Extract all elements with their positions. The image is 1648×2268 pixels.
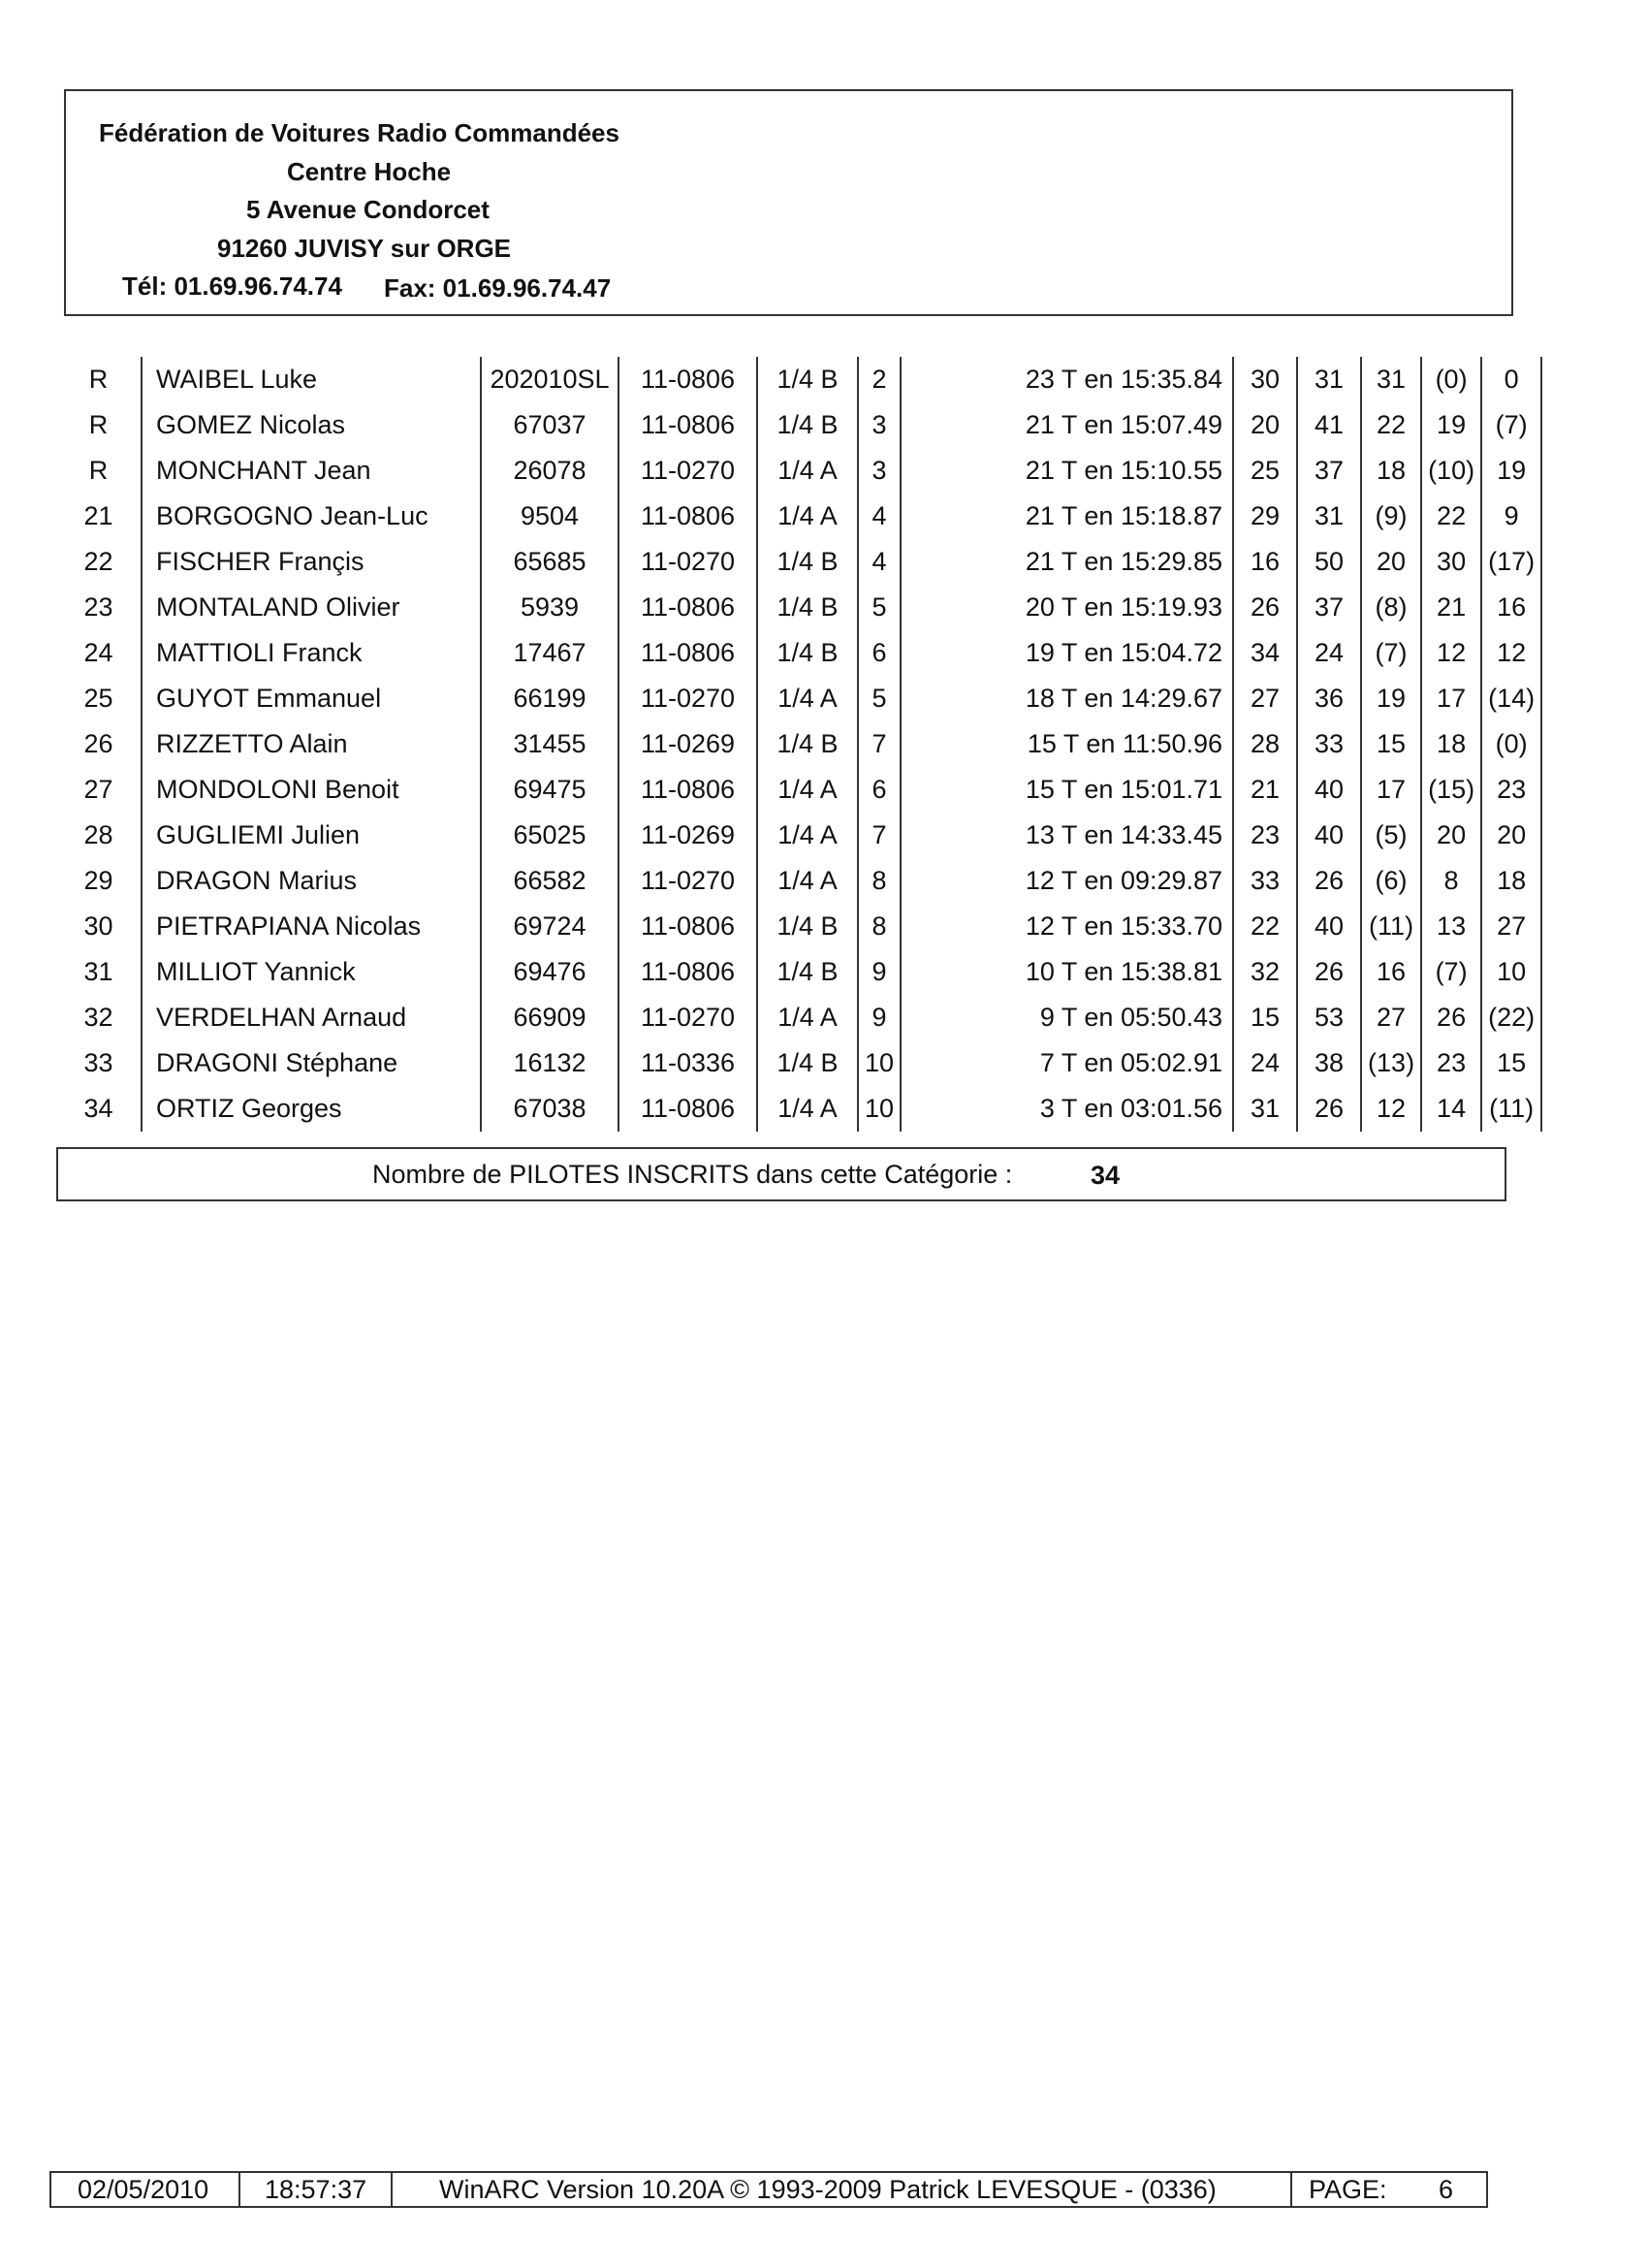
round-2-cell: 37 xyxy=(1297,448,1361,494)
pilot-name-cell: GUYOT Emmanuel xyxy=(142,676,481,721)
round-1-cell: 30 xyxy=(1233,357,1297,402)
license-cell: 16132 xyxy=(481,1040,618,1086)
pilot-name-cell: MONCHANT Jean xyxy=(142,448,481,494)
pilot-count-label: Nombre de PILOTES INSCRITS dans cette Catégorie : xyxy=(372,1160,1013,1189)
rank-cell: R xyxy=(88,365,109,394)
table-row xyxy=(56,995,1541,1040)
round-2-cell: 24 xyxy=(1297,630,1361,676)
pilot-count-box xyxy=(56,1147,1506,1201)
round-5-cell: 10 xyxy=(1481,949,1541,995)
club-cell: 11-0806 xyxy=(618,494,757,539)
final-position-cell: 7 xyxy=(858,721,901,767)
table-row xyxy=(56,1040,1541,1086)
round-2-cell: 33 xyxy=(1297,721,1361,767)
round-4-cell: 14 xyxy=(1421,1086,1481,1132)
round-4-cell: (10) xyxy=(1421,448,1481,494)
round-1-cell: 33 xyxy=(1233,858,1297,904)
pilot-name-cell: GUGLIEMI Julien xyxy=(142,813,481,858)
round-3-cell: 17 xyxy=(1361,767,1421,813)
round-2-cell: 31 xyxy=(1297,357,1361,402)
rank-cell: 31 xyxy=(83,957,113,986)
final-position-cell: 10 xyxy=(858,1040,901,1086)
result-cell: 15 T en 11:50.96 xyxy=(901,721,1233,767)
round-3-cell: (11) xyxy=(1361,904,1421,949)
rank-cell: R xyxy=(88,410,109,439)
club-cell: 11-0806 xyxy=(618,630,757,676)
club-cell: 11-0806 xyxy=(618,1086,757,1132)
round-3-cell: (8) xyxy=(1361,585,1421,630)
table-row xyxy=(56,630,1541,676)
round-5-cell: (14) xyxy=(1481,676,1541,721)
federation-name: Fédération de Voitures Radio Commandées xyxy=(99,118,619,147)
result-cell: 20 T en 15:19.93 xyxy=(901,585,1233,630)
result-cell: 12 T en 09:29.87 xyxy=(901,858,1233,904)
club-cell: 11-0806 xyxy=(618,904,757,949)
rank-cell: 28 xyxy=(83,820,113,849)
final-position-cell: 7 xyxy=(858,813,901,858)
round-5-cell: (22) xyxy=(1481,995,1541,1040)
round-2-cell: 53 xyxy=(1297,995,1361,1040)
pilot-name-cell: RIZZETTO Alain xyxy=(142,721,481,767)
round-4-cell: 30 xyxy=(1421,539,1481,585)
pilot-name-cell: VERDELHAN Arnaud xyxy=(142,995,481,1040)
final-cell: 1/4 A xyxy=(757,494,858,539)
result-cell: 21 T en 15:29.85 xyxy=(901,539,1233,585)
result-cell: 13 T en 14:33.45 xyxy=(901,813,1233,858)
result-cell: 9 T en 05:50.43 xyxy=(901,995,1233,1040)
result-cell: 3 T en 03:01.56 xyxy=(901,1086,1233,1132)
final-position-cell: 6 xyxy=(858,630,901,676)
round-5-cell: 9 xyxy=(1481,494,1541,539)
rank-cell: 32 xyxy=(83,1003,113,1032)
round-5-cell: 16 xyxy=(1481,585,1541,630)
round-3-cell: 12 xyxy=(1361,1086,1421,1132)
license-cell: 31455 xyxy=(481,721,618,767)
license-cell: 9504 xyxy=(481,494,618,539)
pilot-name-cell: BORGOGNO Jean-Luc xyxy=(142,494,481,539)
round-2-cell: 40 xyxy=(1297,904,1361,949)
pilot-name-cell: MONDOLONI Benoit xyxy=(142,767,481,813)
pilot-count-value: 34 xyxy=(1091,1161,1121,1190)
license-cell: 5939 xyxy=(481,585,618,630)
federation-header xyxy=(64,89,1513,316)
license-cell: 69475 xyxy=(481,767,618,813)
round-3-cell: 15 xyxy=(1361,721,1421,767)
club-cell: 11-0270 xyxy=(618,858,757,904)
round-2-cell: 40 xyxy=(1297,767,1361,813)
round-3-cell: (6) xyxy=(1361,858,1421,904)
final-position-cell: 5 xyxy=(858,676,901,721)
round-2-cell: 50 xyxy=(1297,539,1361,585)
round-3-cell: (9) xyxy=(1361,494,1421,539)
final-position-cell: 2 xyxy=(858,357,901,402)
final-position-cell: 8 xyxy=(858,904,901,949)
pilot-name-cell: ORTIZ Georges xyxy=(142,1086,481,1132)
round-1-cell: 34 xyxy=(1233,630,1297,676)
club-cell: 11-0806 xyxy=(618,585,757,630)
final-cell: 1/4 B xyxy=(757,402,858,448)
license-cell: 202010SL xyxy=(481,357,618,402)
round-5-cell: 23 xyxy=(1481,767,1541,813)
round-5-cell: 15 xyxy=(1481,1040,1541,1086)
table-row xyxy=(56,813,1541,858)
round-4-cell: 20 xyxy=(1421,813,1481,858)
club-cell: 11-0806 xyxy=(618,402,757,448)
pilot-name-cell: GOMEZ Nicolas xyxy=(142,402,481,448)
round-1-cell: 20 xyxy=(1233,402,1297,448)
final-cell: 1/4 B xyxy=(757,949,858,995)
round-5-cell: (0) xyxy=(1481,721,1541,767)
license-cell: 66582 xyxy=(481,858,618,904)
round-3-cell: (5) xyxy=(1361,813,1421,858)
round-5-cell: 19 xyxy=(1481,448,1541,494)
round-2-cell: 36 xyxy=(1297,676,1361,721)
table-row xyxy=(56,721,1541,767)
round-5-cell: (7) xyxy=(1481,402,1541,448)
round-3-cell: 27 xyxy=(1361,995,1421,1040)
final-cell: 1/4 B xyxy=(757,1040,858,1086)
round-3-cell: (13) xyxy=(1361,1040,1421,1086)
street-address: 5 Avenue Condorcet xyxy=(246,195,490,224)
footer-divider xyxy=(391,2173,393,2206)
round-1-cell: 32 xyxy=(1233,949,1297,995)
table-row xyxy=(56,585,1541,630)
page-label: PAGE: xyxy=(1309,2175,1387,2204)
result-cell: 19 T en 15:04.72 xyxy=(901,630,1233,676)
pilot-name-cell: MONTALAND Olivier xyxy=(142,585,481,630)
results-table xyxy=(56,357,1542,1132)
round-1-cell: 29 xyxy=(1233,494,1297,539)
pilot-name-cell: FISCHER Françis xyxy=(142,539,481,585)
software-credit: WinARC Version 10.20A © 1993-2009 Patrick LEVESQUE - (0336) xyxy=(439,2175,1217,2204)
table-row xyxy=(56,402,1541,448)
table-row xyxy=(56,904,1541,949)
final-cell: 1/4 B xyxy=(757,904,858,949)
round-3-cell: 19 xyxy=(1361,676,1421,721)
final-cell: 1/4 A xyxy=(757,448,858,494)
round-2-cell: 26 xyxy=(1297,1086,1361,1132)
round-3-cell: 22 xyxy=(1361,402,1421,448)
final-cell: 1/4 A xyxy=(757,995,858,1040)
final-position-cell: 4 xyxy=(858,539,901,585)
pilot-name-cell: WAIBEL Luke xyxy=(142,357,481,402)
table-row xyxy=(56,494,1541,539)
round-4-cell: 13 xyxy=(1421,904,1481,949)
license-cell: 66909 xyxy=(481,995,618,1040)
final-cell: 1/4 B xyxy=(757,357,858,402)
club-cell: 11-0336 xyxy=(618,1040,757,1086)
club-cell: 11-0269 xyxy=(618,721,757,767)
final-cell: 1/4 B xyxy=(757,630,858,676)
result-cell: 10 T en 15:38.81 xyxy=(901,949,1233,995)
round-4-cell: 26 xyxy=(1421,995,1481,1040)
fax: Fax: 01.69.96.74.47 xyxy=(384,273,612,303)
club-cell: 11-0806 xyxy=(618,767,757,813)
rank-cell: 22 xyxy=(83,547,113,576)
round-2-cell: 38 xyxy=(1297,1040,1361,1086)
rank-cell: 30 xyxy=(83,911,113,941)
table-row xyxy=(56,676,1541,721)
round-5-cell: (11) xyxy=(1481,1086,1541,1132)
license-cell: 65685 xyxy=(481,539,618,585)
round-4-cell: 22 xyxy=(1421,494,1481,539)
round-4-cell: (15) xyxy=(1421,767,1481,813)
print-time: 18:57:37 xyxy=(265,2175,367,2204)
round-1-cell: 26 xyxy=(1233,585,1297,630)
rank-cell: 23 xyxy=(83,592,113,622)
round-4-cell: 19 xyxy=(1421,402,1481,448)
round-2-cell: 37 xyxy=(1297,585,1361,630)
round-1-cell: 22 xyxy=(1233,904,1297,949)
license-cell: 66199 xyxy=(481,676,618,721)
round-2-cell: 41 xyxy=(1297,402,1361,448)
final-cell: 1/4 B xyxy=(757,539,858,585)
round-1-cell: 24 xyxy=(1233,1040,1297,1086)
round-4-cell: 18 xyxy=(1421,721,1481,767)
round-4-cell: (0) xyxy=(1421,357,1481,402)
telephone: Tél: 01.69.96.74.74 xyxy=(122,272,342,301)
result-cell: 7 T en 05:02.91 xyxy=(901,1040,1233,1086)
round-4-cell: 21 xyxy=(1421,585,1481,630)
round-1-cell: 25 xyxy=(1233,448,1297,494)
result-cell: 23 T en 15:35.84 xyxy=(901,357,1233,402)
round-1-cell: 31 xyxy=(1233,1086,1297,1132)
club-cell: 11-0270 xyxy=(618,676,757,721)
club-cell: 11-0269 xyxy=(618,813,757,858)
final-position-cell: 3 xyxy=(858,448,901,494)
footer-divider xyxy=(238,2173,240,2206)
final-cell: 1/4 B xyxy=(757,585,858,630)
club-cell: 11-0270 xyxy=(618,995,757,1040)
rank-cell: 29 xyxy=(83,866,113,895)
table-row xyxy=(56,357,1541,402)
round-5-cell: 18 xyxy=(1481,858,1541,904)
table-row xyxy=(56,1086,1541,1132)
final-position-cell: 6 xyxy=(858,767,901,813)
club-cell: 11-0270 xyxy=(618,448,757,494)
rank-cell: 26 xyxy=(83,729,113,758)
final-cell: 1/4 B xyxy=(757,721,858,767)
round-2-cell: 26 xyxy=(1297,858,1361,904)
club-cell: 11-0806 xyxy=(618,949,757,995)
pilot-name-cell: DRAGONI Stéphane xyxy=(142,1040,481,1086)
round-1-cell: 16 xyxy=(1233,539,1297,585)
club-cell: 11-0270 xyxy=(618,539,757,585)
round-3-cell: 20 xyxy=(1361,539,1421,585)
final-position-cell: 10 xyxy=(858,1086,901,1132)
city-address: 91260 JUVISY sur ORGE xyxy=(217,234,512,263)
final-position-cell: 9 xyxy=(858,995,901,1040)
print-date: 02/05/2010 xyxy=(78,2175,209,2204)
result-cell: 18 T en 14:29.67 xyxy=(901,676,1233,721)
final-cell: 1/4 A xyxy=(757,813,858,858)
result-cell: 21 T en 15:07.49 xyxy=(901,402,1233,448)
round-3-cell: 31 xyxy=(1361,357,1421,402)
pilot-name-cell: MATTIOLI Franck xyxy=(142,630,481,676)
license-cell: 69724 xyxy=(481,904,618,949)
rank-cell: 34 xyxy=(83,1094,113,1123)
license-cell: 26078 xyxy=(481,448,618,494)
final-cell: 1/4 A xyxy=(757,1086,858,1132)
final-position-cell: 3 xyxy=(858,402,901,448)
table-row xyxy=(56,539,1541,585)
final-position-cell: 5 xyxy=(858,585,901,630)
pilot-name-cell: PIETRAPIANA Nicolas xyxy=(142,904,481,949)
license-cell: 69476 xyxy=(481,949,618,995)
round-2-cell: 31 xyxy=(1297,494,1361,539)
final-cell: 1/4 A xyxy=(757,858,858,904)
pilot-name-cell: DRAGON Marius xyxy=(142,858,481,904)
rank-cell: R xyxy=(88,456,109,485)
rank-cell: 21 xyxy=(83,501,113,530)
round-5-cell: 20 xyxy=(1481,813,1541,858)
rank-cell: 24 xyxy=(83,638,113,667)
license-cell: 65025 xyxy=(481,813,618,858)
center-name: Centre Hoche xyxy=(287,157,452,186)
round-5-cell: (17) xyxy=(1481,539,1541,585)
round-5-cell: 0 xyxy=(1481,357,1541,402)
club-cell: 11-0806 xyxy=(618,357,757,402)
round-5-cell: 12 xyxy=(1481,630,1541,676)
report-footer xyxy=(49,2171,1488,2208)
round-3-cell: 18 xyxy=(1361,448,1421,494)
round-1-cell: 28 xyxy=(1233,721,1297,767)
license-cell: 17467 xyxy=(481,630,618,676)
round-4-cell: (7) xyxy=(1421,949,1481,995)
result-cell: 12 T en 15:33.70 xyxy=(901,904,1233,949)
final-position-cell: 8 xyxy=(858,858,901,904)
final-position-cell: 4 xyxy=(858,494,901,539)
round-1-cell: 15 xyxy=(1233,995,1297,1040)
round-2-cell: 26 xyxy=(1297,949,1361,995)
rank-cell: 25 xyxy=(83,684,113,713)
rank-cell: 33 xyxy=(83,1048,113,1077)
round-4-cell: 8 xyxy=(1421,858,1481,904)
round-4-cell: 17 xyxy=(1421,676,1481,721)
license-cell: 67038 xyxy=(481,1086,618,1132)
license-cell: 67037 xyxy=(481,402,618,448)
round-3-cell: (7) xyxy=(1361,630,1421,676)
table-row xyxy=(56,767,1541,813)
result-cell: 21 T en 15:10.55 xyxy=(901,448,1233,494)
round-1-cell: 21 xyxy=(1233,767,1297,813)
round-5-cell: 27 xyxy=(1481,904,1541,949)
rank-cell: 27 xyxy=(83,775,113,804)
round-4-cell: 23 xyxy=(1421,1040,1481,1086)
round-3-cell: 16 xyxy=(1361,949,1421,995)
pilot-name-cell: MILLIOT Yannick xyxy=(142,949,481,995)
table-row xyxy=(56,949,1541,995)
round-2-cell: 40 xyxy=(1297,813,1361,858)
round-1-cell: 27 xyxy=(1233,676,1297,721)
result-cell: 15 T en 15:01.71 xyxy=(901,767,1233,813)
table-row xyxy=(56,448,1541,494)
final-cell: 1/4 A xyxy=(757,767,858,813)
final-cell: 1/4 A xyxy=(757,676,858,721)
round-1-cell: 23 xyxy=(1233,813,1297,858)
final-position-cell: 9 xyxy=(858,949,901,995)
result-cell: 21 T en 15:18.87 xyxy=(901,494,1233,539)
footer-divider xyxy=(1290,2173,1292,2206)
table-row xyxy=(56,858,1541,904)
page-number: 6 xyxy=(1439,2175,1454,2204)
round-4-cell: 12 xyxy=(1421,630,1481,676)
